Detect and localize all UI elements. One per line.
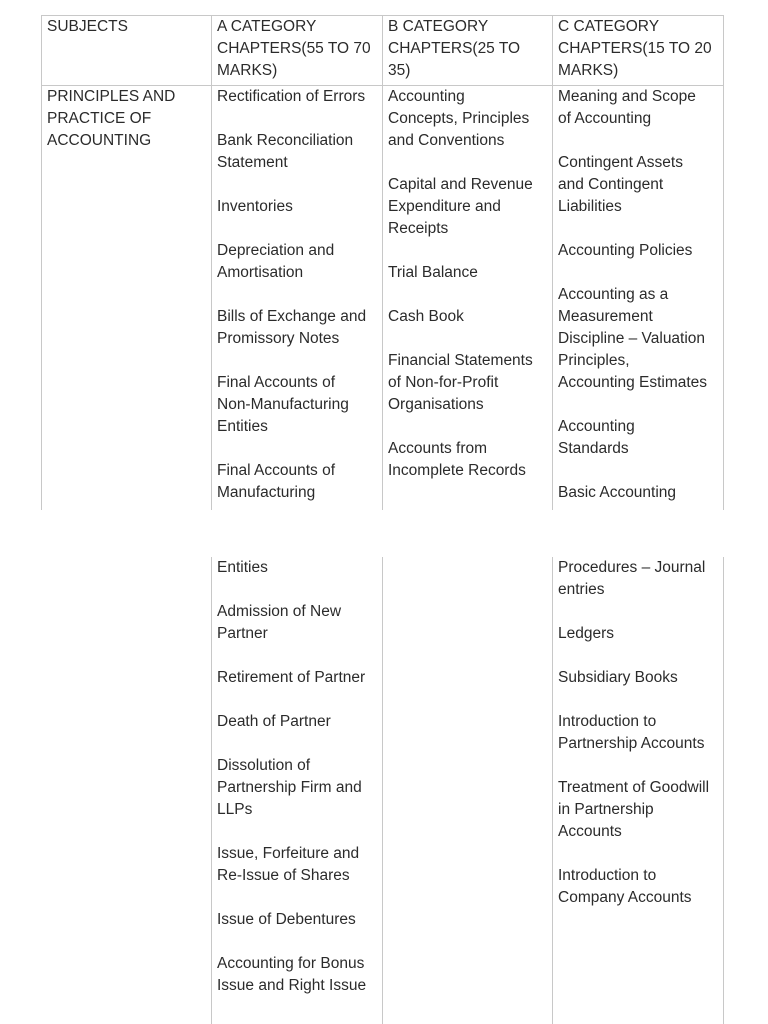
b-category-list [388, 86, 553, 482]
chapter-item: Accounting Concepts, Principles and Conventions [388, 88, 530, 149]
chapter-item: Basic Accounting [558, 484, 677, 501]
syllabus-table-part-1 [41, 15, 724, 510]
col-border [723, 557, 724, 1024]
chapter-item: Issue of Debentures [217, 911, 356, 928]
c-category-list-1 [558, 86, 723, 504]
chapter-item: Introduction to Company Accounts [558, 867, 692, 906]
chapter-item: Treatment of Goodwill in Partnership Accounts [558, 779, 710, 840]
chapter-item: Rectification of Errors [217, 88, 366, 105]
chapter-item: Ledgers [558, 625, 615, 642]
chapter-item: Introduction to Partnership Accounts [558, 713, 705, 752]
chapter-item: Accounting as a Measurement Discipline – Valuation Principles, Accounting Estimates [558, 286, 708, 391]
chapter-item: Retirement of Partner [217, 669, 366, 686]
col-border [211, 15, 212, 510]
c-category-list-2 [558, 557, 723, 909]
col-border [41, 15, 42, 510]
subject-name: PRINCIPLES AND PRACTICE OF ACCOUNTING [47, 88, 176, 149]
header-subjects: SUBJECTS [47, 18, 128, 35]
a-category-list-2 [217, 557, 382, 997]
chapter-item: Inventories [217, 198, 293, 215]
chapter-item: Dissolution of Partnership Firm and LLPs [217, 757, 362, 818]
chapter-item: Accounting for Bonus Issue and Right Issue [217, 955, 367, 994]
col-border [211, 557, 212, 1024]
chapter-item: Final Accounts of Non-Manufacturing Entities [217, 374, 349, 435]
chapter-item: Meaning and Scope of Accounting [558, 88, 696, 127]
chapter-item: Accounting Standards [558, 418, 635, 457]
col-border [382, 15, 383, 510]
chapter-item: Cash Book [388, 308, 464, 325]
chapter-item: Death of Partner [217, 713, 331, 730]
chapter-item: Bills of Exchange and Promissory Notes [217, 308, 367, 347]
header-b-category: B CATEGORY CHAPTERS(25 TO 35) [388, 18, 521, 79]
chapter-item: Accounts from Incomplete Records [388, 440, 526, 479]
chapter-item: Admission of New Partner [217, 603, 342, 642]
col-border [552, 557, 553, 1024]
chapter-item: Procedures – Journal entries [558, 559, 706, 598]
chapter-item: Depreciation and Amortisation [217, 242, 335, 281]
chapter-item: Subsidiary Books [558, 669, 678, 686]
chapter-item: Issue, Forfeiture and Re-Issue of Shares [217, 845, 360, 884]
chapter-item: Entities [217, 559, 268, 576]
chapter-item: Bank Reconciliation Statement [217, 132, 354, 171]
a-category-list-1 [217, 86, 382, 504]
chapter-item: Accounting Policies [558, 242, 693, 259]
chapter-item: Trial Balance [388, 264, 478, 281]
header-a-category: A CATEGORY CHAPTERS(55 TO 70 MARKS) [217, 18, 371, 79]
header-c-category: C CATEGORY CHAPTERS(15 TO 20 MARKS) [558, 18, 712, 79]
chapter-item: Financial Statements of Non-for-Profit Organisations [388, 352, 533, 413]
syllabus-table-part-2 [41, 557, 724, 1024]
chapter-item: Capital and Revenue Expenditure and Receipts [388, 176, 533, 237]
col-border [723, 15, 724, 510]
chapter-item: Final Accounts of Manufacturing [217, 462, 336, 501]
col-border [382, 557, 383, 1024]
chapter-item: Contingent Assets and Contingent Liabilities [558, 154, 683, 215]
